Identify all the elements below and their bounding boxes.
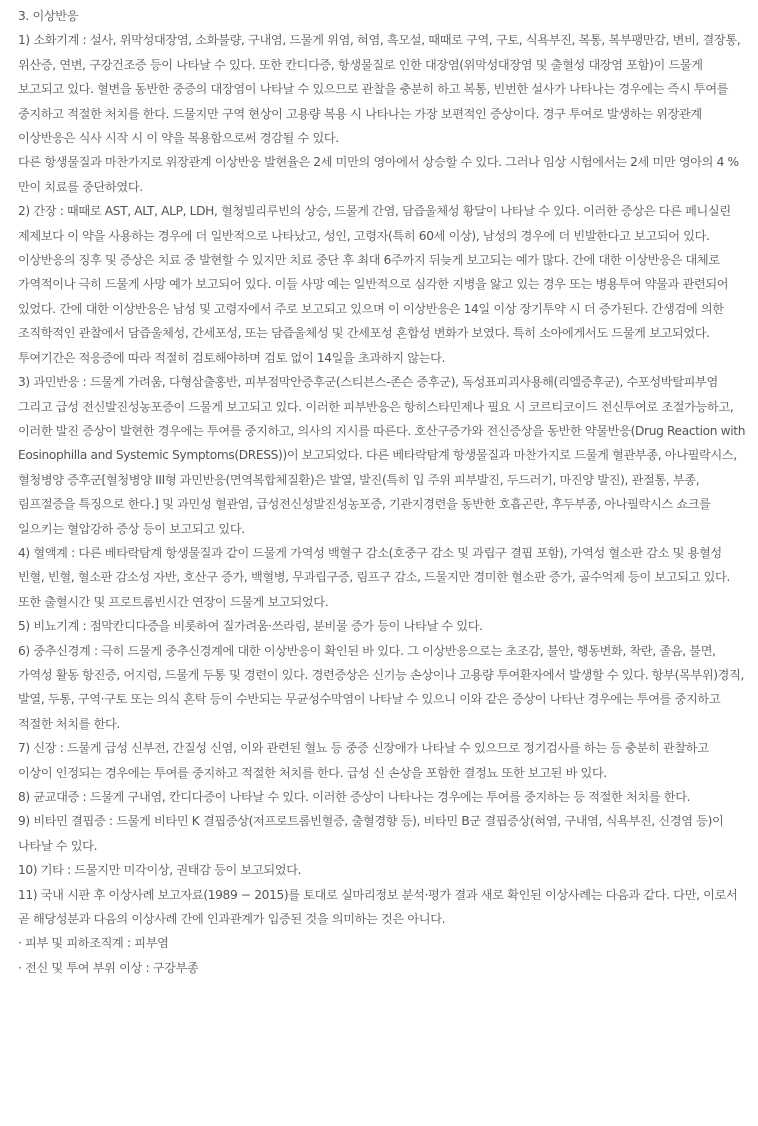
paragraph-postmarketing: 11) 국내 시판 후 이상사례 보고자료(1989 − 2015)를 토대로 실마리정보 분석·평가 결과 새로 확인된 이상사례는 다음과 같다. 다만, 이로서 곧 해당성분과 다음의 이상사례 간에 인과관계가 입증된 것을 의미하는 것은 아니다. (18, 887, 738, 927)
list-item-systemic: · 전신 및 투여 부위 이상 : 구강부종 (18, 960, 199, 975)
list-item-skin: · 피부 및 피하조직계 : 피부염 (18, 936, 169, 951)
paragraph-superinfection: 8) 균교대증 : 드물게 구내염, 칸디다증이 나타날 수 있다. 이러한 증상이 나타나는 경우에는 투여를 중지하는 등 적절한 처치를 한다. (18, 790, 691, 804)
paragraph-liver: 2) 간장 : 때때로 AST, ALT, ALP, LDH, 혈청빌리루빈의 상승, 드물게 간염, 담즙울체성 황달이 나타날 수 있다. 이러한 증상은 다른 페니실린 제제보다 이 약을 사용하는 경우에 더 일반적으로 나타났고, 성인, 고령자(특히 60세 이상), 남성의 경우에 더 빈발한다고 보고되어 있다. 이상반응의 징후 및 증상은 치료 중 발현할 수 있지만 치료 중단 후 최대 6주까지 뒤늦게 보고되는 예가 많다. 간에 대한 이상반응은 대체로 가역적이나 극히 드물게 사망 예가 보고되어 있다. 이들 사망 예는 일반적으로 심각한 지병을 앓고 있는 경우 또는 병용투여 약물과 관련되어 있었다. 간에 대한 이상반응은 남성 및 고령자에서 주로 보고되고 있으며 이 이상반응은 14일 이상 장기투약 시 더 증가된다. 간생검에 의한 조직학적인 관찰에서 담즙울체성, 간세포성, 또는 담즙울체성 및 간세포성 혼합성 변화가 보였다. 특히 소아에게서도 드물게 보고되었다. 투여기간은 적응증에 따라 적절히 검토해야하며 검토 없이 14일을 초과하지 않는다. (18, 204, 731, 365)
paragraph-cns: 6) 중추신경계 : 극히 드물게 중추신경계에 대한 이상반응이 확인된 바 있다. 그 이상반응으로는 초조감, 불안, 행동변화, 착란, 졸음, 불면, 가역성 활동 항진증, 어지럼, 드물게 두통 및 경련이 있다. 경련증상은 신기능 손상이나 고용량 투여환자에서 발생할 수 있다. 항부(목부위)경직, 발열, 두통, 구역·구토 또는 의식 혼탁 등이 수반되는 무균성수막염이 나타날 수 있으니 이와 같은 증상이 나타난 경우에는 투여를 중지하고 적절한 처치를 한다. (18, 643, 745, 731)
paragraph-blood: 4) 혈액계 : 다른 베타락탐계 항생물질과 같이 드물게 가역성 백혈구 감소(호중구 감소 및 과립구 결핍 포함), 가역성 혈소판 감소 및 용혈성 빈혈, 빈혈, 혈소판 감소성 자반, 호산구 증가, 백혈병, 무과립구증, 림프구 감소, 드물지만 경미한 혈소판 증가, 골수억제 등이 보고되고 있다. 또한 출혈시간 및 프로트롬빈시간 연장이 드물게 보고되었다. (18, 545, 730, 609)
paragraph-vitamin: 9) 비타민 결핍증 : 드물게 비타민 K 결핍증상(저프로트롬빈혈증, 출혈경향 등), 비타민 B군 결핍증상(혀염, 구내염, 식욕부진, 신경염 등)이 나타날 수 있다. (18, 814, 724, 853)
paragraph-kidney: 7) 신장 : 드물게 급성 신부전, 간질성 신염, 이와 관련된 혈뇨 등 중증 신장애가 나타날 수 있으므로 정기검사를 하는 등 충분히 관찰하고 이상이 인정되는 경우에는 투여를 중지하고 적절한 처치를 한다. 급성 신 손상을 포함한 결정뇨 또한 보고된 바 있다. (18, 741, 709, 780)
paragraph-gi: 1) 소화기계 : 설사, 위막성대장염, 소화불량, 구내염, 드물게 위염, 혀염, 흑모설, 때때로 구역, 구토, 식욕부진, 복통, 복부팽만감, 변비, 결장통, 위산증, 연변, 구강건조증 등이 나타날 수 있다. 또한 칸디다증, 항생물질로 인한 대장염(위막성대장염 및 출혈성 대장염 포함)이 드물게 보고되고 있다. 혈변을 동반한 중증의 대장염이 나타날 수 있으므로 관찰을 충분히 하고 복통, 빈번한 설사가 나타나는 경우에는 즉시 투여를 중지하고 적절한 처치를 한다. 드물지만 구역 현상이 고용량 복용 시 나타나는 가장 보편적인 증상이다. 경구 투여로 발생하는 위장관계 이상반응은 식사 시작 시 이 약을 복용함으로써 경감될 수 있다. (18, 33, 741, 146)
paragraph-hypersensitivity: 3) 과민반응 : 드물게 가려움, 다형삼출홍반, 피부점막안증후군(스티븐스-존슨 증후군), 독성표피괴사용해(리엘증후군), 수포성박탈피부염 그리고 급성 전신발진성농포증이 드물게 보고되고 있다. 이러한 피부반응은 항히스타민제나 필요 시 코르티코이드 전신투여로 조절가능하고, 이러한 발진 증상이 발현한 경우에는 투여를 중지하고, 의사의 지시를 따른다. 호산구증가와 전신증상을 동반한 약물반응(Drug Reaction with Eosinophilla and Systemic Symptoms(DRESS))이 보고되었다. 다른 베타락탐계 항생물질과 마찬가지로 드물게 혈관부종, 아나필락시스, 혈청병양 증후군[혈청병양 III형 과민반응(면역복합체질환)은 발열, 발진(특히 입 주위 피부발진, 두드러기, 마진양 발진), 관절통, 부종, 림프절증을 특징으로 한다.] 및 과민성 혈관염, 급성전신성발진성농포증, 기관지경련을 동반한 호흡곤란, 후두부종, 아나필락시스 쇼크를 일으키는 혈압강하 증상 등이 보고되고 있다. (18, 375, 746, 536)
section-title: 3. 이상반응 (18, 9, 79, 23)
paragraph-gi-pediatric: 다른 항생물질과 마찬가지로 위장관계 이상반응 발현율은 2세 미만의 영아에서 상승할 수 있다. 그러나 임상 시험에서는 2세 미만 영아의 4 %만이 치료를 중단하였다. (18, 155, 739, 194)
paragraph-other: 10) 기타 : 드물지만 미각이상, 권태감 등이 보고되었다. (18, 863, 302, 878)
paragraph-urinary: 5) 비뇨기계 : 점막칸디다증을 비롯하여 질가려움·쓰라림, 분비물 증가 등이 나타날 수 있다. (18, 619, 483, 634)
